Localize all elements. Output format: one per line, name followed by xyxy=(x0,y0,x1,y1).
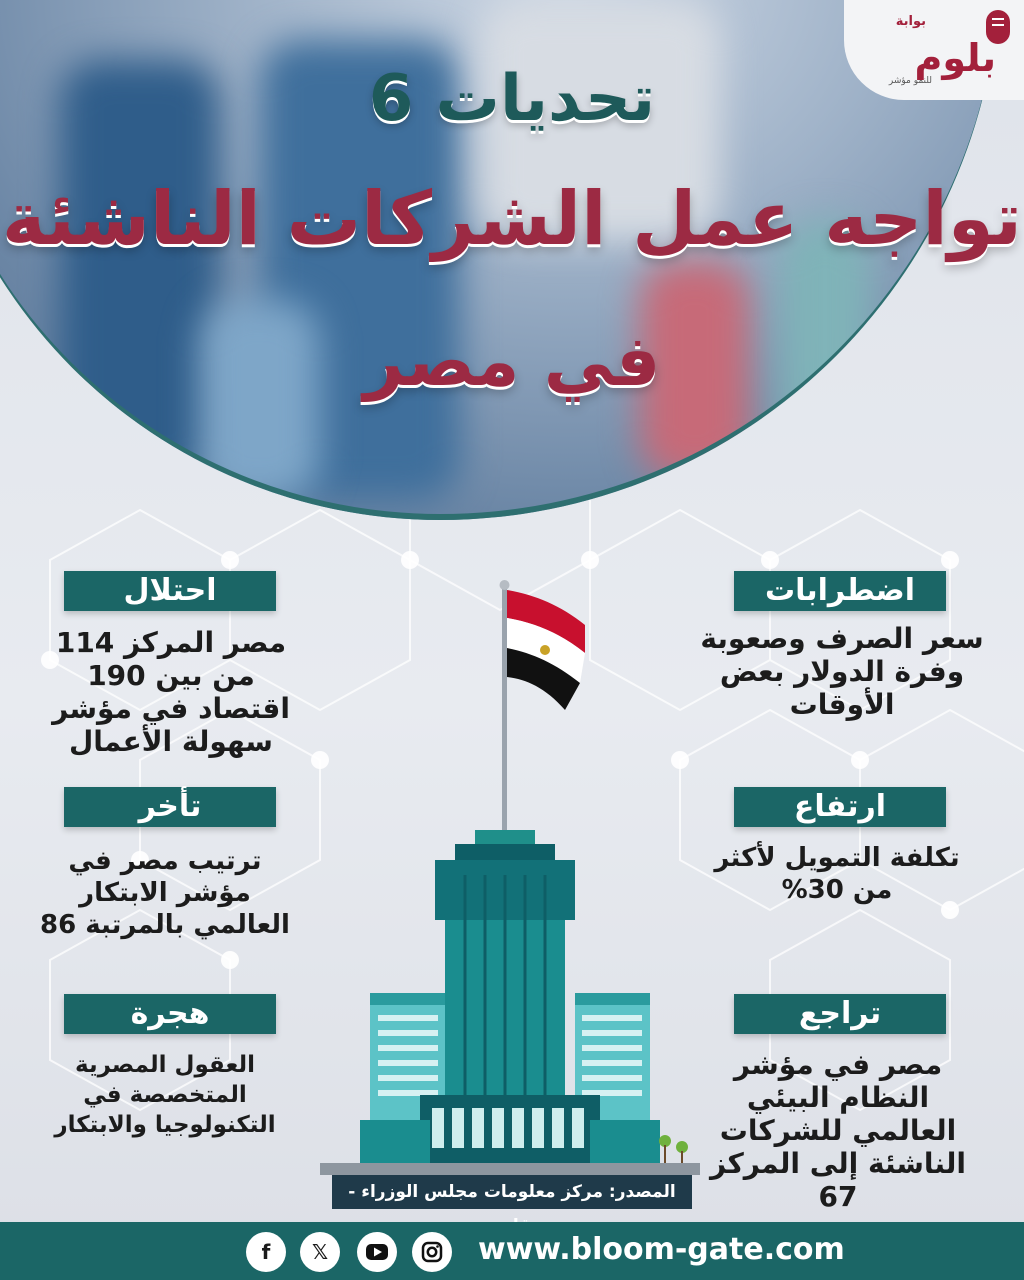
building-flag-illustration xyxy=(320,575,700,1175)
website-link[interactable]: www.bloom-gate.com xyxy=(478,1232,845,1267)
desc-decline: مصر في مؤشر النظام البيئي العالمي للشركات الناشئة إلى المركز 67 xyxy=(710,1048,966,1213)
label-decline: تراجع xyxy=(734,994,946,1034)
title-line-2: تواجه عمل الشركات الناشئة xyxy=(2,176,1022,262)
label-rise: ارتفاع xyxy=(734,787,946,827)
title-line-3: في مصر xyxy=(363,320,661,402)
source-note: المصدر: مركز معلومات مجلس الوزراء - xyxy=(332,1175,692,1209)
label-disruptions: اضطرابات xyxy=(734,571,946,611)
brand-tagline: للنمو مؤشر xyxy=(888,76,932,86)
flag-pole xyxy=(502,585,507,833)
desc-migration: العقول المصرية المتخصصة في التكنولوجيا والابتكار xyxy=(54,1052,276,1138)
facebook-icon[interactable]: f xyxy=(246,1232,286,1272)
desc-rise: تكلفة التمويل لأكثر من 30% xyxy=(714,843,960,905)
title-line-1: 6 تحديات xyxy=(368,62,656,136)
desc-delay: ترتيب مصر في مؤشر الابتكار العالمي بالمرتبة 86 xyxy=(40,846,290,940)
brand-small-text: بوابة xyxy=(895,14,926,29)
label-migration: هجرة xyxy=(64,994,276,1034)
desc-disruptions: سعر الصرف وصعوبة وفرة الدولار بعض الأوقات xyxy=(700,622,984,721)
desc-occupation: مصر المركز 114 من بين 190 اقتصاد في مؤشر سهولة الأعمال xyxy=(52,626,290,758)
label-delay: تأخر xyxy=(64,787,276,827)
egypt-flag xyxy=(507,590,585,710)
instagram-icon[interactable] xyxy=(412,1232,452,1272)
label-occupation: احتلال xyxy=(64,571,276,611)
brand-name: بلوم xyxy=(914,36,996,80)
youtube-icon[interactable] xyxy=(357,1232,397,1272)
x-icon[interactable]: 𝕏 xyxy=(300,1232,340,1272)
